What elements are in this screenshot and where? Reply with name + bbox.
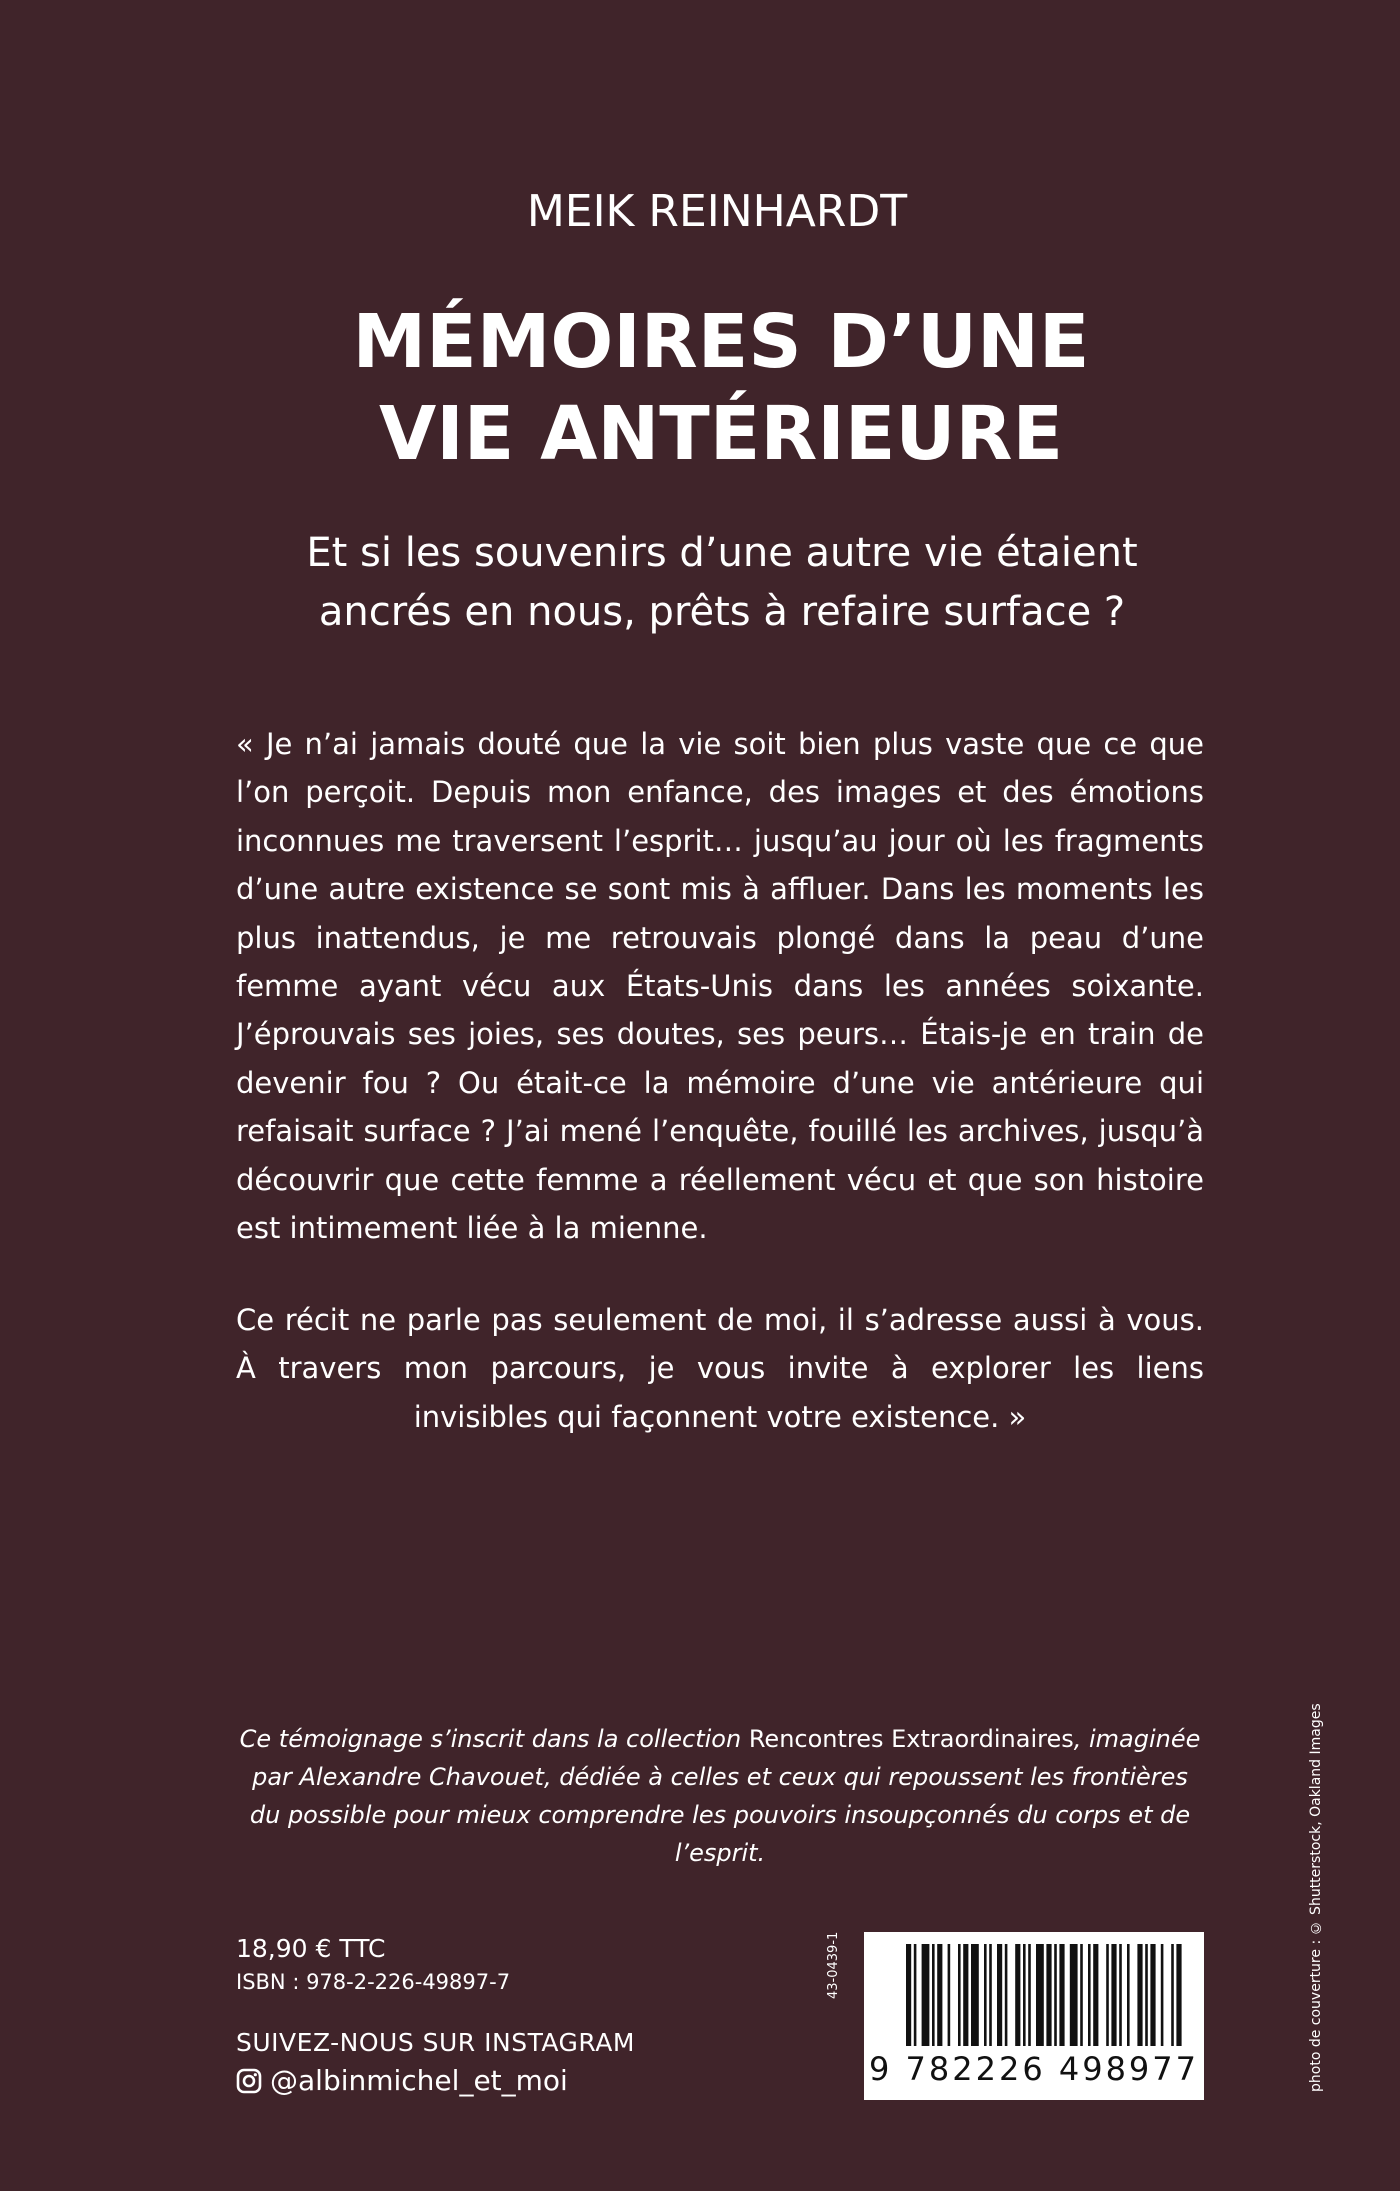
instagram-handle: @albinmichel_et_moi <box>270 2064 568 2097</box>
barcode-bar <box>1088 1944 1091 2046</box>
follow-instagram-label: SUIVEZ-NOUS SUR INSTAGRAM <box>236 2028 635 2057</box>
collection-name: Rencontres Extraordinaires <box>748 1725 1074 1753</box>
barcode-bar <box>1111 1944 1116 2046</box>
collection-note <box>236 1720 1204 1872</box>
barcode-bar <box>1171 1944 1174 2046</box>
barcode-bar <box>914 1944 917 2046</box>
barcode-bar <box>1070 1944 1078 2046</box>
tagline <box>232 524 1212 642</box>
barcode-bar <box>937 1944 942 2046</box>
blurb-paragraph-1: « Je n’ai jamais douté que la vie soit bien plus vaste que ce que l’on perçoit. Depuis mon enfance, des images et des émotions inconnues me traversent l’esprit… jusqu’au jour où les fragments d’une autre existence se sont mis à affluer. Dans les moments les plus inattendus, je me retrouvais plongé dans la peau d’une femme ayant vécu aux États-Unis dans les années soixante. J’éprouvais ses joies, ses doutes, ses peurs… Étais-je en train de devenir fou ? Ou était-ce la mémoire d’une vie antérieure qui refaisait surface ? J’ai mené l’enquête, fouillé les archives, jusqu’à découvrir que cette femme a réellement vécu et que son histoire est intimement liée à la mienne. <box>236 727 1204 1246</box>
barcode-bar <box>1106 1944 1109 2046</box>
title-line-2: VIE ANTÉRIEURE <box>378 391 1064 477</box>
barcode-bar <box>1176 1944 1181 2046</box>
instagram-icon <box>236 2068 262 2094</box>
barcode-bar <box>1054 1944 1057 2046</box>
barcode-bar <box>1119 1944 1122 2046</box>
barcode-bar <box>1028 1944 1031 2046</box>
isbn: ISBN : 978-2-226-49897-7 <box>236 1970 511 1994</box>
barcode-bar <box>948 1944 951 2046</box>
barcode-bars <box>864 1932 1204 2052</box>
collection-rest: , imaginée par Alexandre Chavouet, dédiée à celles et ceux qui repoussent les frontières du possible pour mieux comprendre les pouvoirs insoupçonnés du corps et de l’esprit. <box>249 1725 1201 1867</box>
barcode-bar <box>1015 1944 1020 2046</box>
title-line-1: MÉMOIRES D’UNE <box>352 299 1090 385</box>
tagline-line-1: Et si les souvenirs d’une autre vie étaient <box>306 530 1138 576</box>
barcode-bar <box>1059 1944 1064 2046</box>
collection-intro: Ce témoignage s’inscrit dans la collection <box>239 1725 749 1753</box>
barcode-bar <box>1005 1944 1008 2046</box>
barcode-bar <box>1080 1944 1083 2046</box>
photo-credit: photo de couverture : © Shutterstock, Oakland Images <box>1308 1703 1324 2092</box>
author-name: MEIK REINHARDT <box>526 186 908 237</box>
barcode-bar <box>1093 1944 1098 2046</box>
barcode-bar <box>971 1944 979 2046</box>
barcode-bar <box>932 1944 935 2046</box>
barcode-bar <box>963 1944 968 2046</box>
barcode <box>864 1932 1204 2100</box>
tagline-line-2: ancrés en nous, prêts à refaire surface ? <box>318 589 1126 635</box>
barcode-bar <box>1161 1944 1164 2046</box>
internal-code: 43-0439-1 <box>826 1932 841 2000</box>
barcode-bar <box>958 1944 961 2046</box>
barcode-bar <box>989 1944 992 2046</box>
barcode-bar <box>984 1944 987 2046</box>
barcode-bar <box>1145 1944 1148 2046</box>
barcode-bar <box>906 1944 911 2046</box>
barcode-bar <box>1046 1944 1051 2046</box>
barcode-bar <box>997 1944 1002 2046</box>
barcode-number: 9 782226 498977 <box>868 2050 1199 2088</box>
price: 18,90 € TTC <box>236 1934 386 1963</box>
barcode-bar <box>1150 1944 1155 2046</box>
blurb-paragraph-2: Ce récit ne parle pas seulement de moi, il s’adresse aussi à vous. À travers mon parcours, je vous invite à explorer les liens invisibles qui façonnent votre existence. » <box>236 1303 1204 1434</box>
book-title <box>0 296 1400 480</box>
barcode-bar <box>1137 1944 1142 2046</box>
instagram-link[interactable] <box>236 2064 568 2097</box>
barcode-bar <box>1023 1944 1026 2046</box>
barcode-bar <box>1036 1944 1044 2046</box>
barcode-bar <box>922 1944 930 2046</box>
barcode-bar <box>1127 1944 1130 2046</box>
